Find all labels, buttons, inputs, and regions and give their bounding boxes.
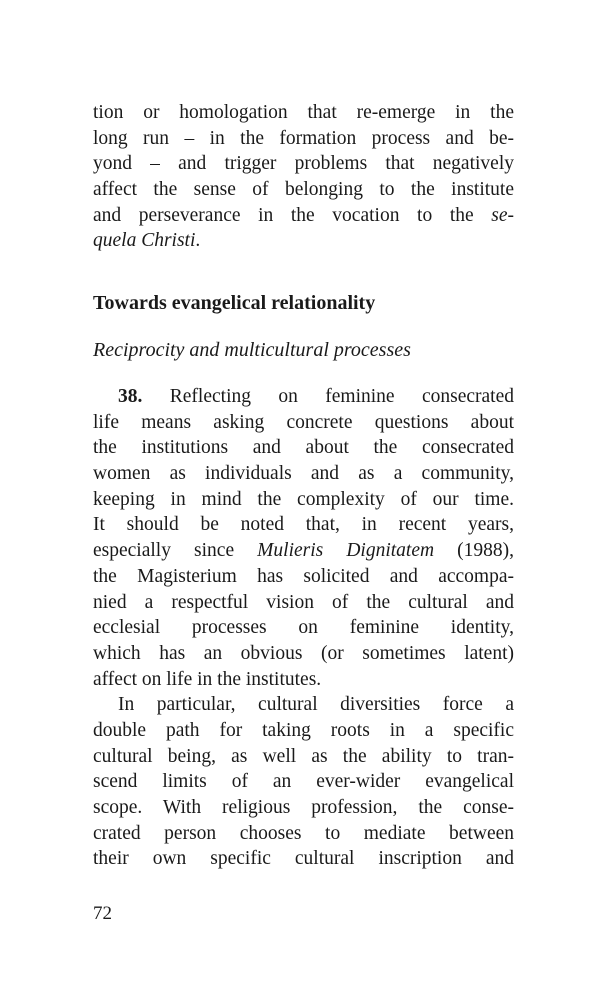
text-line: nied a respectful vision of the cultural and — [93, 591, 514, 613]
top-paragraph — [93, 100, 514, 254]
text-line: affect on life in the institutes. — [93, 668, 322, 690]
paragraph-38 — [93, 384, 514, 872]
paragraph-number: 38. — [118, 386, 143, 407]
text-line: long run – in the formation process and be- — [93, 127, 514, 149]
text-line: scope. With religious profession, the conse- — [93, 797, 514, 818]
text-line: It should be noted that, in recent years, — [93, 514, 514, 536]
section-subheading: Reciprocity and multicultural processes — [93, 339, 411, 361]
text-span: (1988), — [434, 540, 514, 562]
text-line: their own specific cultural inscription and — [93, 848, 514, 870]
text-line: the Magisterium has solicited and accompa- — [93, 565, 514, 587]
text-line: yond – and trigger problems that negatively — [93, 153, 514, 175]
text-line: life means asking concrete questions about — [93, 411, 514, 433]
text-line — [93, 228, 514, 254]
text-line: which has an obvious (or sometimes latent) — [93, 642, 514, 664]
text-span: . — [195, 230, 201, 252]
text-line: ecclesial processes on feminine identity, — [93, 617, 514, 639]
text-line: affect the sense of belonging to the institute — [93, 179, 514, 201]
text-line: the institutions and about the consecrated — [93, 437, 514, 459]
italic-text: se- — [491, 204, 514, 226]
text-line — [93, 384, 514, 410]
text-line — [93, 538, 514, 564]
text-line: double path for taking roots in a specific — [93, 719, 514, 741]
section-heading: Towards evangelical relationality — [93, 292, 376, 314]
text-line: scend limits of an ever-wider evangelical — [93, 771, 514, 793]
text-line: In particular, cultural diversities force a — [118, 694, 514, 716]
text-span: especially since — [93, 540, 258, 562]
text-line — [93, 203, 514, 229]
italic-text: Mulieris Dignitatem — [257, 540, 435, 562]
text-line: crated person chooses to mediate between — [93, 822, 514, 844]
text-span: Reflecting on feminine consecrated — [142, 386, 514, 407]
text-line: keeping in mind the complexity of our time. — [93, 488, 514, 510]
text-line: cultural being, as well as the ability to tran- — [93, 745, 514, 767]
text-span: and perseverance in the vocation to the — [93, 204, 492, 226]
text-line: tion or homologation that re-emerge in the — [93, 102, 514, 123]
italic-text: quela Christi — [93, 230, 196, 252]
page-number: 72 — [93, 903, 112, 924]
text-line: women as individuals and as a community, — [93, 463, 514, 485]
